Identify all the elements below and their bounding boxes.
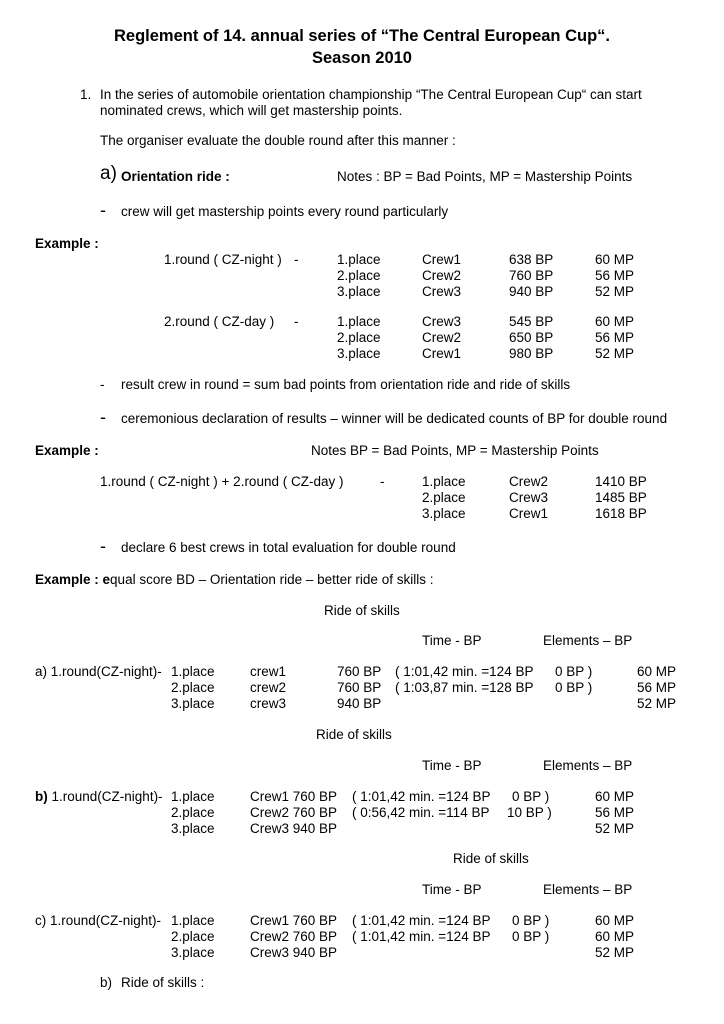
- crew: Crew2 760 BP: [250, 929, 338, 944]
- mastership-points: 52 MP: [637, 696, 677, 711]
- mastership-points: 52 MP: [595, 821, 635, 836]
- section-letter: a): [100, 163, 117, 184]
- bad-points: 980 BP: [509, 346, 554, 361]
- place: 2.place: [337, 268, 381, 283]
- round-name: 1.round(CZ-night)-: [51, 789, 163, 804]
- place: 3.place: [422, 506, 466, 521]
- elements-bp-heading: Elements – BP: [543, 633, 633, 648]
- crew: Crew3 940 BP: [250, 821, 338, 836]
- bad-points: 1618 BP: [595, 506, 647, 521]
- place: 3.place: [171, 945, 215, 960]
- bad-points: 940 BP: [509, 284, 554, 299]
- place: 3.place: [337, 346, 381, 361]
- place: 3.place: [171, 696, 215, 711]
- place: 3.place: [337, 284, 381, 299]
- bad-points: 1485 BP: [595, 490, 647, 505]
- elements-bp-heading: Elements – BP: [543, 758, 633, 773]
- item-text-line2: nominated crews, which will get mastership points.: [100, 103, 403, 118]
- time: ( 1:01,42 min. =124 BP: [395, 664, 534, 679]
- crew: Crew2: [422, 268, 462, 283]
- time: ( 1:03,87 min. =128 BP: [395, 680, 534, 695]
- place: 2.place: [337, 330, 381, 345]
- crew: Crew1: [422, 346, 462, 361]
- time-bp-heading: Time - BP: [422, 633, 482, 648]
- crew: Crew3: [509, 490, 549, 505]
- round-name: 1.round ( CZ-night ): [164, 252, 282, 267]
- mastership-points: 56 MP: [595, 330, 635, 345]
- elements: 0 BP ): [512, 929, 550, 944]
- time-bp-heading: Time - BP: [422, 882, 482, 897]
- ride-of-skills-heading: Ride of skills: [324, 603, 400, 618]
- place: 1.place: [422, 474, 466, 489]
- rounds-dash: -: [380, 474, 385, 489]
- place: 2.place: [171, 680, 215, 695]
- example-text: qual score BD – Orientation ride – better ride of skills :: [110, 572, 434, 587]
- time: ( 1:01,42 min. =124 BP: [352, 929, 491, 944]
- page-title: Reglement of 14. annual series of “The Central European Cup“.: [113, 27, 610, 45]
- mastership-points: 56 MP: [595, 805, 635, 820]
- place: 1.place: [171, 789, 215, 804]
- bullet-dash: -: [100, 377, 105, 392]
- round-dash: -: [294, 314, 299, 329]
- bullet-dash: -: [100, 536, 106, 556]
- place: 2.place: [422, 490, 466, 505]
- round-label: c) 1.round(CZ-night)-: [35, 913, 162, 928]
- item-text-line1: In the series of automobile orientation championship “The Central European Cup“ can start: [100, 87, 642, 102]
- mastership-points: 52 MP: [595, 945, 635, 960]
- crew: Crew3: [422, 284, 462, 299]
- time: ( 1:01,42 min. =124 BP: [352, 913, 491, 928]
- item-number: 1.: [80, 87, 92, 102]
- round-label: [35, 789, 163, 805]
- ride-of-skills-heading: Ride of skills: [316, 727, 392, 742]
- bad-points: 940 BP: [337, 696, 382, 711]
- round-dash: -: [294, 252, 299, 267]
- elements: 0 BP ): [512, 913, 550, 928]
- elements: 0 BP ): [512, 789, 550, 804]
- crew: Crew2 760 BP: [250, 805, 338, 820]
- mastership-points: 52 MP: [595, 284, 635, 299]
- mastership-points: 60 MP: [595, 913, 635, 928]
- bad-points: 1410 BP: [595, 474, 647, 489]
- example-label: Example :: [35, 443, 99, 458]
- crew: Crew3 940 BP: [250, 945, 338, 960]
- bad-points: 650 BP: [509, 330, 554, 345]
- elements: 0 BP ): [555, 664, 593, 679]
- example-notes: Notes BP = Bad Points, MP = Mastership Points: [311, 443, 599, 458]
- mastership-points: 56 MP: [595, 268, 635, 283]
- bad-points: 638 BP: [509, 252, 554, 267]
- mastership-points: 56 MP: [637, 680, 677, 695]
- crew: Crew3: [422, 314, 462, 329]
- round-label: a) 1.round(CZ-night)-: [35, 664, 162, 679]
- crew: Crew2: [422, 330, 462, 345]
- place: 2.place: [171, 929, 215, 944]
- place: 1.place: [337, 252, 381, 267]
- mastership-points: 60 MP: [595, 929, 635, 944]
- bad-points: 760 BP: [337, 664, 382, 679]
- bad-points: 760 BP: [337, 680, 382, 695]
- ride-of-skills-heading: Ride of skills: [453, 851, 529, 866]
- crew: Crew1 760 BP: [250, 789, 338, 804]
- footer-text: Ride of skills :: [121, 975, 205, 990]
- place: 1.place: [171, 913, 215, 928]
- crew: crew3: [250, 696, 287, 711]
- place: 3.place: [171, 821, 215, 836]
- mastership-points: 60 MP: [595, 789, 635, 804]
- crew: Crew1: [422, 252, 462, 267]
- bad-points: 545 BP: [509, 314, 554, 329]
- bullet-dash: -: [100, 407, 106, 427]
- elements: 10 BP ): [507, 805, 552, 820]
- example-label: Example :: [35, 236, 99, 251]
- time-bp-heading: Time - BP: [422, 758, 482, 773]
- bullet-text: ceremonious declaration of results – winner will be dedicated counts of BP for double round: [121, 411, 668, 426]
- time: ( 1:01,42 min. =124 BP: [352, 789, 491, 804]
- mastership-points: 60 MP: [637, 664, 677, 679]
- place: 1.place: [171, 664, 215, 679]
- bullet-dash: -: [100, 200, 106, 220]
- place: 2.place: [171, 805, 215, 820]
- section-heading: Orientation ride :: [121, 169, 230, 184]
- round-name: 2.round ( CZ-day ): [164, 314, 275, 329]
- elements-bp-heading: Elements – BP: [543, 882, 633, 897]
- crew: Crew1: [509, 506, 549, 521]
- page-subtitle: Season 2010: [312, 49, 412, 67]
- bad-points: 760 BP: [509, 268, 554, 283]
- bullet-text: crew will get mastership points every round particularly: [121, 204, 449, 219]
- crew: Crew2: [509, 474, 549, 489]
- footer-letter: b): [100, 975, 113, 990]
- organiser-text: The organiser evaluate the double round after this manner :: [100, 133, 456, 148]
- mastership-points: 52 MP: [595, 346, 635, 361]
- crew: crew2: [250, 680, 287, 695]
- bullet-text: declare 6 best crews in total evaluation for double round: [121, 540, 456, 555]
- rounds-sum: 1.round ( CZ-night ) + 2.round ( CZ-day ): [100, 474, 344, 489]
- section-notes: Notes : BP = Bad Points, MP = Mastership Points: [337, 169, 633, 184]
- crew: Crew1 760 BP: [250, 913, 338, 928]
- round-letter: b): [35, 789, 48, 804]
- mastership-points: 60 MP: [595, 252, 635, 267]
- crew: crew1: [250, 664, 287, 679]
- example-line: [35, 572, 433, 588]
- elements: 0 BP ): [555, 680, 593, 695]
- mastership-points: 60 MP: [595, 314, 635, 329]
- example-label: Example : e: [35, 572, 111, 587]
- place: 1.place: [337, 314, 381, 329]
- bullet-text: result crew in round = sum bad points from orientation ride and ride of skills: [121, 377, 571, 392]
- time: ( 0:56,42 min. =114 BP: [352, 805, 490, 820]
